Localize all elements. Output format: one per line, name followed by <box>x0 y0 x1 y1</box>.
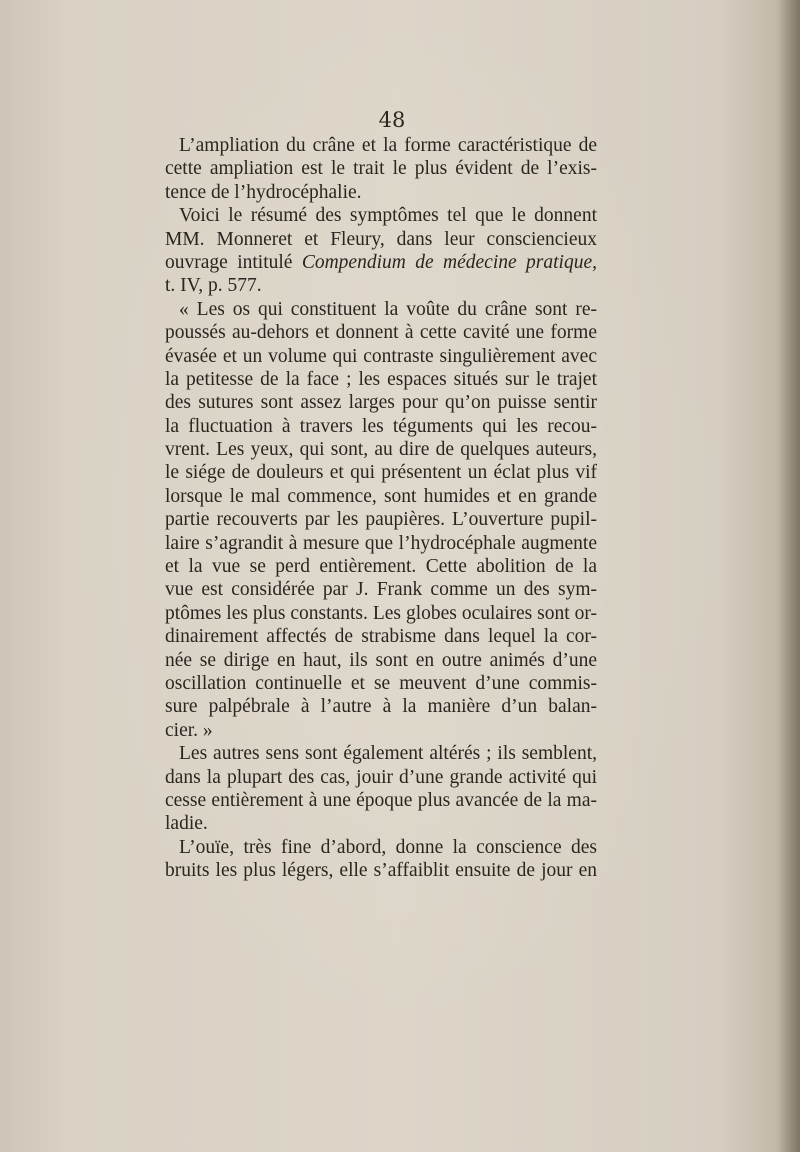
text-line: Les autres sens sont également altérés ; ils semblent, <box>179 743 597 765</box>
text-line: oscillation continuelle et se meuvent d’une commis- <box>165 672 597 694</box>
text-line: MM. Monneret et Fleury, dans leur consciencieux <box>165 228 597 250</box>
text-line: dinairement affectés de strabisme dans lequel la cor- <box>165 626 597 648</box>
text-line: des sutures sont assez larges pour qu’on puisse sentir <box>165 392 597 414</box>
page-number: 48 <box>378 108 406 132</box>
page-edge-shadow <box>778 0 800 1152</box>
text-line: évasée et un volume qui contraste singulièrement avec <box>165 345 597 367</box>
text-line: t. IV, p. 577. <box>165 275 262 297</box>
text-line: poussés au-dehors et donnent à cette cavité une forme <box>165 322 597 344</box>
text-line: laire s’agrandit à mesure que l’hydrocéphale augmente <box>165 532 597 554</box>
text-line: « Les os qui constituent la voûte du crâne sont re- <box>179 298 597 320</box>
text-line: tence de l’hydrocéphalie. <box>165 181 362 203</box>
text-line: cesse entièrement à une époque plus avancée de la ma- <box>165 789 597 811</box>
text-line: vrent. Les yeux, qui sont, au dire de quelques auteurs, <box>165 439 597 461</box>
text-line: sure palpébrale à l’autre à la manière d’un balan- <box>165 696 597 718</box>
text-line: partie recouverts par les paupières. L’ouverture pupil- <box>165 509 597 531</box>
book-title: Compendium de médecine pratique, <box>301 251 597 273</box>
body-text <box>165 134 597 883</box>
text-line: cette ampliation est le trait le plus évident de l’exis- <box>165 158 597 180</box>
text-line: ladie. <box>165 813 208 835</box>
text-line: Voici le résumé des symptômes tel que le donnent <box>179 205 597 227</box>
text-line: née se dirige en haut, ils sont en outre animés d’une <box>165 649 597 671</box>
text-line: le siége de douleurs et qui présentent un éclat plus vif <box>165 462 597 484</box>
text-line: la petitesse de la face ; les espaces situés sur le trajet <box>165 368 597 390</box>
text-line: la fluctuation à travers les téguments qui les recou- <box>165 415 597 437</box>
text-line <box>165 251 597 274</box>
text-line: bruits les plus légers, elle s’affaiblit ensuite de jour en <box>165 860 597 882</box>
text-line: vue est considérée par J. Frank comme un des sym- <box>165 579 597 601</box>
text-line: dans la plupart des cas, jouir d’une grande activité qui <box>165 766 597 788</box>
text-fragment: ouvrage intitulé <box>165 251 302 273</box>
text-line: L’ouïe, très fine d’abord, donne la conscience des <box>179 836 597 858</box>
text-line: et la vue se perd entièrement. Cette abolition de la <box>165 556 597 578</box>
text-line: lorsque le mal commence, sont humides et en grande <box>165 485 597 507</box>
text-line: ptômes les plus constants. Les globes oculaires sont or- <box>165 602 597 624</box>
text-line: cier. » <box>165 719 213 741</box>
text-line: L’ampliation du crâne et la forme caractéristique de <box>179 135 597 156</box>
